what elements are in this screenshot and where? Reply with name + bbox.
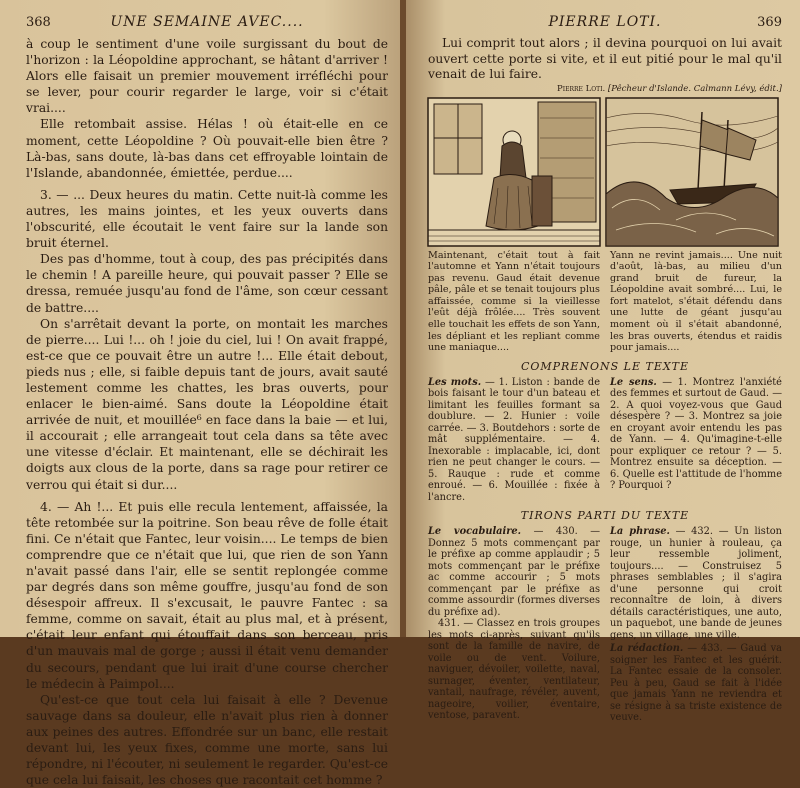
caption-left: Maintenant, c'était tout à fait l'automne et Yann n'était toujours pas revenu. Gaud était devenue pâle, pâle et se tenait toujours plus affaissée, comme si la vieillesse l'eût déjà frôlée.... Très souvent elle touchait les effets de son Yann, les dépliant et les repliant comme une maniaque.... (428, 249, 600, 354)
page-number-right: 369 (757, 15, 782, 30)
phrase-column (610, 526, 782, 724)
sens-label: Le sens. (610, 376, 657, 388)
illustration-captions (428, 250, 782, 354)
intro-paragraph: Lui comprit tout alors ; il devina pourquoi on lui avait ouvert cette porte si vite, et il eut pitié pour le mal qu'il venait de lui faire. (428, 36, 782, 81)
caption-right: Yann ne revint jamais.... Une nuit d'août, là-bas, au milieu d'un grand bruit de fureur, la Léopoldine avait sombré.... Lui, le fort matelot, s'était défendu dans une lutte de géant jusqu'au moment où il s'était abandonné, les bras ouverts, étendus et raidis pour jamais.... (610, 249, 782, 354)
right-running-head (428, 14, 782, 30)
section-heading-tirons: TIRONS PARTI DU TEXTE (520, 509, 690, 523)
illustrations (428, 98, 782, 246)
sens-text: — 1. Montrez l'anxiété des femmes et surtout de Gaud. — 2. A quoi voyez-vous que Gaud désespère ? — 3. Montrez sa joie en croyant avoir entendu les pas de Yann. — 4. Qu'imagine-t-elle pour expliquer ce retour ? — 5. Montrez ensuite sa déception. — 6. Quelle est l'attitude de l'homme ? Pourquoi ? (610, 376, 782, 492)
exercise-431: 431. — Classez en trois groupes les mots ci-après, suivant qu'ils sont de la famille de navire, de voile ou de vent. Voilure, naviguer, dévoiler, voilette, naval, surnager, éventer, ventilateur, vantail, naufrage, révéler, auvent, nageoire, voilier, éventaire, ventose, paravent. (428, 618, 600, 722)
right-page (406, 0, 800, 724)
vocab-column (428, 526, 600, 724)
redaction-text: — 433. — Gaud va soigner les Fantec et les guérit. La Fantec essaie de la consoler. Peu à peu, Gaud se fait à l'idée que jamais Yann ne reviendra et se résigne à sa triste existence de veuve. (610, 643, 782, 724)
exercise-columns (428, 526, 782, 724)
paragraph: 3. — ... Deux heures du matin. Cette nuit-là comme les autres, les mains jointes, et les yeux ouverts dans l'obscurité, elle écoutait le vent faire sur la lande son bruit éternel. (26, 187, 388, 251)
redaction-label: La rédaction. (610, 643, 684, 655)
vocab-label: Le vocabulaire. (428, 526, 522, 538)
phrase-text: — 432. — Un liston rouge, un hunier à rouleau, ça leur ressemble joliment, toujours.... — Construisez 5 phrases semblables ; il s'agira d'une personne qui croit reconnaître de loin, à divers détails caractéristiques, une auto, un paquebot, une bande de jeunes gens, un village, une ville. (610, 526, 782, 641)
paragraph: à coup le sentiment d'une voile surgissant du bout de l'horizon : la Léopoldine approchant, se hâtant d'arriver ! Alors elle faisait un premier mouvement irréfléchi pour se lever, pour courir regarder le large, voir si c'était vrai.... (26, 37, 388, 116)
credit-line (428, 84, 782, 94)
left-running-head (26, 14, 388, 30)
running-title-right: PIERRE LOTI. (548, 14, 662, 30)
section-heading-comprenons: COMPRENONS LE TEXTE (520, 359, 690, 373)
phrase-label: La phrase. (610, 526, 670, 538)
page-number-left: 368 (26, 15, 51, 30)
mots-label: Les mots. (428, 376, 482, 388)
comprehension-columns (428, 377, 782, 504)
paragraph: Des pas d'homme, tout à coup, des pas précipités dans le chemin ! A pareille heure, qui pouvait passer ? Elle se dressa, remuée jusqu'au fond de l'âme, son cœur cessant de battre.... (26, 252, 388, 315)
left-body-text (26, 36, 388, 788)
sens-column (610, 377, 782, 504)
vocab-text: — 430. — Donnez 5 mots commençant par le préfixe ap comme applaudir ; 5 mots commençant par le préfixe ac comme accourir ; 5 mots commençant par le préfixe as comme assourdir (formes diverses du préfixe ad). (428, 526, 600, 618)
illustration-ship-storm (606, 98, 778, 246)
paragraph: 4. — Ah !... Et puis elle recula lentement, affaissée, la tête retombée sur la poitrine. Son beau rêve de folle était fini. Ce n'était que Fantec, leur voisin.... Le temps de bien comprendre que ce n'était que lui, que rien de son Yann n'avait passé dans l'air, elle se sentit replongée comme par degrés dans son même gouffre, jusqu'au fond de son désespoir affreux. Il s'excusait, le pauvre Fantec : sa femme, comme on savait, était au plus mal, et à présent, c'était leur enfant qui étouffait dans son berceau, pris d'un mauvais mal de gorge ; aussi il était venu demander du secours, pendant que lui irait d'une course chercher le médecin à Paimpol.... (26, 499, 388, 691)
mots-text: — 1. Liston : bande de bois faisant le tour d'un bateau et limitant les feuilles formant sa doublure. — 2. Hunier : voile carrée. — 3. Boutdehors : sorte de mât supplémentaire. — 4. Inexorable : implacable, ici, dont rien ne peut changer le cours. — 5. Rauque : rude et comme enroué. — 6. Mouillée : fixée à l'ancre. (428, 376, 600, 503)
paragraph: Elle retombait assise. Hélas ! où était-elle en ce moment, cette Léopoldine ? Où pouvait-elle bien être ? Là-bas, sans doute, là-bas dans cet effroyable lointain de l'Islande, abandonnée, émiettée, perdue.... (26, 117, 388, 180)
paragraph: On s'arrêtait devant la porte, on montait les marches de pierre.... Lui !... oh ! joie du ciel, lui ! On avait frappé, est-ce que ce pouvait être un autre !... Elle était debout, pieds nus ; elle, si faible depuis tant de jours, avait sauté lestement comme les chattes, les bras ouverts, pour enlacer le bien-aimé. Sans doute la Léopoldine était arrivée de nuit, et mouillée⁶ en face dans la baie — et lui, il accourait ; elle arrangeait tout cela dans sa tête avec une vitesse d'éclair. Et maintenant, elle se déchirait les doigts aux clous de la porte, dans sa rage pour retirer ce verrou qui était si dur.... (26, 316, 388, 492)
credit-author: Pierre Loti. (556, 83, 606, 94)
mots-column (428, 377, 600, 504)
illustration-woman-seated (428, 98, 600, 246)
paragraph: Qu'est-ce que tout cela lui faisait à elle ? Devenue sauvage dans sa douleur, elle n'avait plus rien à donner aux peines des autres. Effondrée sur un banc, elle restait devant lui, les yeux fixes, comme une morte, sans lui répondre, ni l'écouter, ni seulement le regarder. Qu'est-ce que cela lui faisait, les choses que racontait cet homme ? (26, 692, 388, 788)
credit-source: [Pêcheur d'Islande. Calmann Lévy, édit.] (607, 83, 782, 94)
running-title-left: UNE SEMAINE AVEC.... (110, 14, 304, 30)
